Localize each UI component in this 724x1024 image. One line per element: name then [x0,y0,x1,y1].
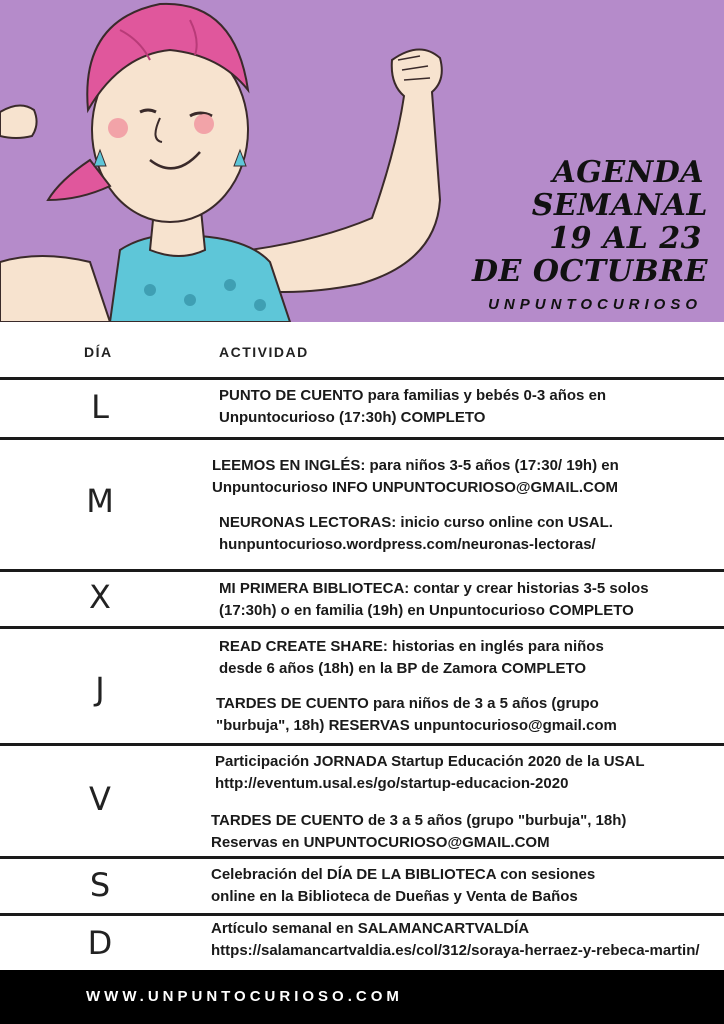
column-header-day: DÍA [84,344,113,360]
activity-text: Celebración del DÍA DE LA BIBLIOTECA con sesiones [211,866,596,883]
activity-text: NEURONAS LECTORAS: inicio curso online con USAL. [219,514,613,531]
activity-text: (17:30h) o en familia (19h) en Unpuntocurioso COMPLETO [219,602,634,619]
table-header [0,322,724,380]
activity-text: READ CREATE SHARE: historias en inglés para niños [219,638,604,655]
column-header-activity: ACTIVIDAD [219,344,309,360]
day-letter: J [95,670,105,708]
day-letter: D [87,924,113,962]
row-divider [0,626,724,629]
girl-flexing-illustration [0,0,470,322]
activity-text: "burbuja", 18h) RESERVAS unpuntocurioso@gmail.com [216,717,617,734]
activity-text: TARDES DE CUENTO de 3 a 5 años (grupo "burbuja", 18h) [211,812,627,829]
activity-text: Participación JORNADA Startup Educación 2020 de la USAL [215,753,645,770]
activity-text: desde 6 años (18h) en la BP de Zamora COMPLETO [219,660,587,677]
row-divider [0,913,724,916]
day-letter: X [89,578,111,616]
row-divider [0,743,724,746]
day-letter: L [91,388,109,426]
activity-link[interactable]: https://salamancartvaldia.es/col/312/soraya-herraez-y-rebeca-martin/ [211,942,700,959]
activity-text: online en la Biblioteca de Dueñas y Venta de Baños [211,888,578,905]
title-line-agenda: AGENDA [552,155,704,190]
footer-bar [0,970,724,1024]
title-line-month: DE OCTUBRE [472,254,708,289]
day-letter: M [86,482,114,520]
activity-link[interactable]: http://eventum.usal.es/go/startup-educacion-2020 [215,775,569,792]
row-divider [0,437,724,440]
row-divider [0,377,724,380]
hero-banner [0,0,724,322]
activity-text: Unpuntocurioso (17:30h) COMPLETO [219,409,486,426]
activity-text: LEEMOS EN INGLÉS: para niños 3-5 años (17:30/ 19h) en [212,457,619,474]
footer-website-link[interactable]: WWW.UNPUNTOCURIOSO.COM [86,988,403,1005]
activity-text: Unpuntocurioso INFO UNPUNTOCURIOSO@GMAIL.COM [212,479,618,496]
day-letter: V [89,780,111,818]
row-divider [0,569,724,572]
activity-text: TARDES DE CUENTO para niños de 3 a 5 años (grupo [216,695,599,712]
row-divider [0,856,724,859]
activity-text: Artículo semanal en SALAMANCARTVALDÍA [211,920,530,937]
day-letter: S [89,866,111,904]
brand-name: UNPUNTOCURIOSO [488,296,702,313]
activity-text: PUNTO DE CUENTO para familias y bebés 0-3 años en [219,387,607,404]
activity-text: Reservas en UNPUNTOCURIOSO@GMAIL.COM [211,834,550,851]
activity-link[interactable]: hunpuntocurioso.wordpress.com/neuronas-lectoras/ [219,536,596,553]
title-line-semanal: SEMANAL [531,188,708,223]
title-line-dates: 19 AL 23 [549,221,702,256]
activity-text: MI PRIMERA BIBLIOTECA: contar y crear historias 3-5 solos [219,580,649,597]
